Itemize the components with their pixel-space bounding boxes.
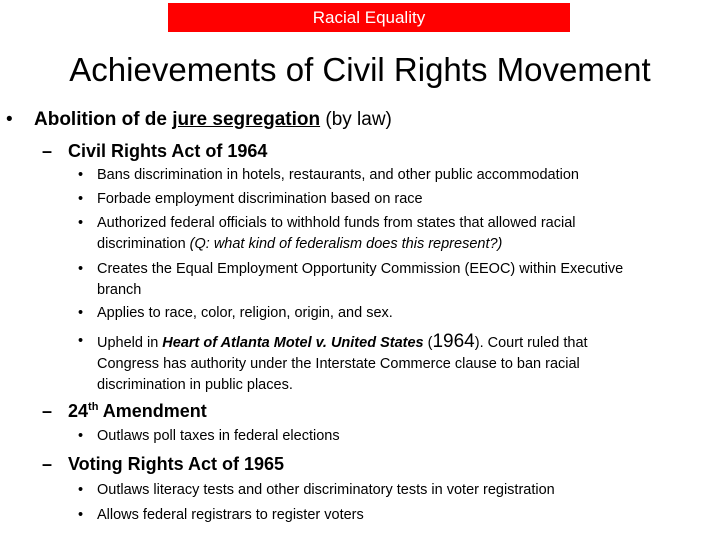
case-year: 1964 bbox=[432, 331, 475, 352]
section-banner: Racial Equality bbox=[168, 3, 570, 32]
underlined-term: jure segregation bbox=[172, 109, 321, 130]
slide-title: Achievements of Civil Rights Movement bbox=[69, 51, 651, 88]
federalism-question: (Q: what kind of federalism does this represent?) bbox=[189, 236, 503, 252]
bullet-marker: • bbox=[6, 109, 13, 130]
case-name: Heart of Atlanta Motel v. United States bbox=[162, 335, 424, 351]
main-bullet-text: Abolition of de jure segregation (by law) bbox=[34, 109, 392, 130]
